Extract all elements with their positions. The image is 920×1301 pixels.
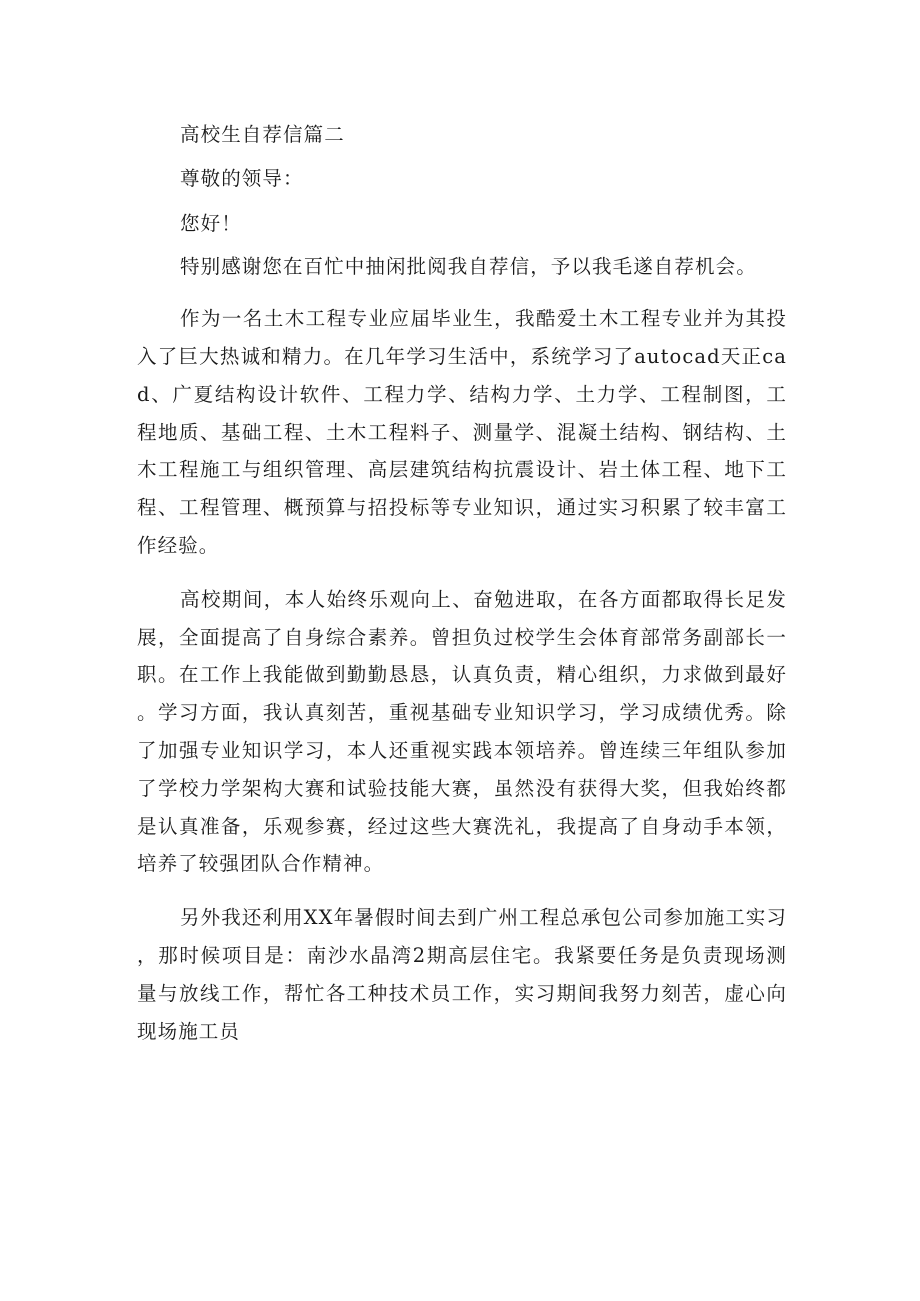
thanks-line: 特别感谢您在百忙中抽闲批阅我自荐信，予以我毛遂自荐机会。 xyxy=(180,255,757,279)
document-title: 高校生自荐信篇二 xyxy=(180,123,345,146)
paragraph-study: 作为一名土木工程专业应届毕业生，我酷爱土木工程专业并为其投入了巨大热诚和精力。在几年学习生活中，系统学习了autocad天正cad、广夏结构设计软件、工程力学、结构力学、土力学、工程制图，工程地质、基础工程、土木工程料子、测量学、混凝土结构、钢结构、土木工程施工与组织管理、高层建筑结构抗震设计、岩土体工程、地下工程、工程管理、概预算与招投标等专业知识，通过实习积累了较丰富工作经验。 xyxy=(137,307,787,557)
greeting: 您好！ xyxy=(180,211,242,235)
paragraph-internship: 另外我还利用XX年暑假时间去到广州工程总承包公司参加施工实习，那时候项目是：南沙水晶湾2期高层住宅。我紧要任务是负责现场测量与放线工作，帮忙各工种技术员工作，实习期间我努力刻苦，虚心向现场施工员 xyxy=(137,906,787,1043)
paragraph-college: 高校期间，本人始终乐观向上、奋勉进取，在各方面都取得长足发展，全面提高了自身综合素养。曾担负过校学生会体育部常务副部长一职。在工作上我能做到勤勤恳恳，认真负责，精心组织，力求做到最好。学习方面，我认真刻苦，重视基础专业知识学习，学习成绩优秀。除了加强专业知识学习，本人还重视实践本领培养。曾连续三年组队参加了学校力学架构大赛和试验技能大赛，虽然没有获得大奖，但我始终都是认真准备，乐观参赛，经过这些大赛洗礼，我提高了自身动手本领，培养了较强团队合作精神。 xyxy=(137,587,787,876)
document-body xyxy=(137,116,787,1050)
salutation: 尊敬的领导： xyxy=(180,166,304,190)
